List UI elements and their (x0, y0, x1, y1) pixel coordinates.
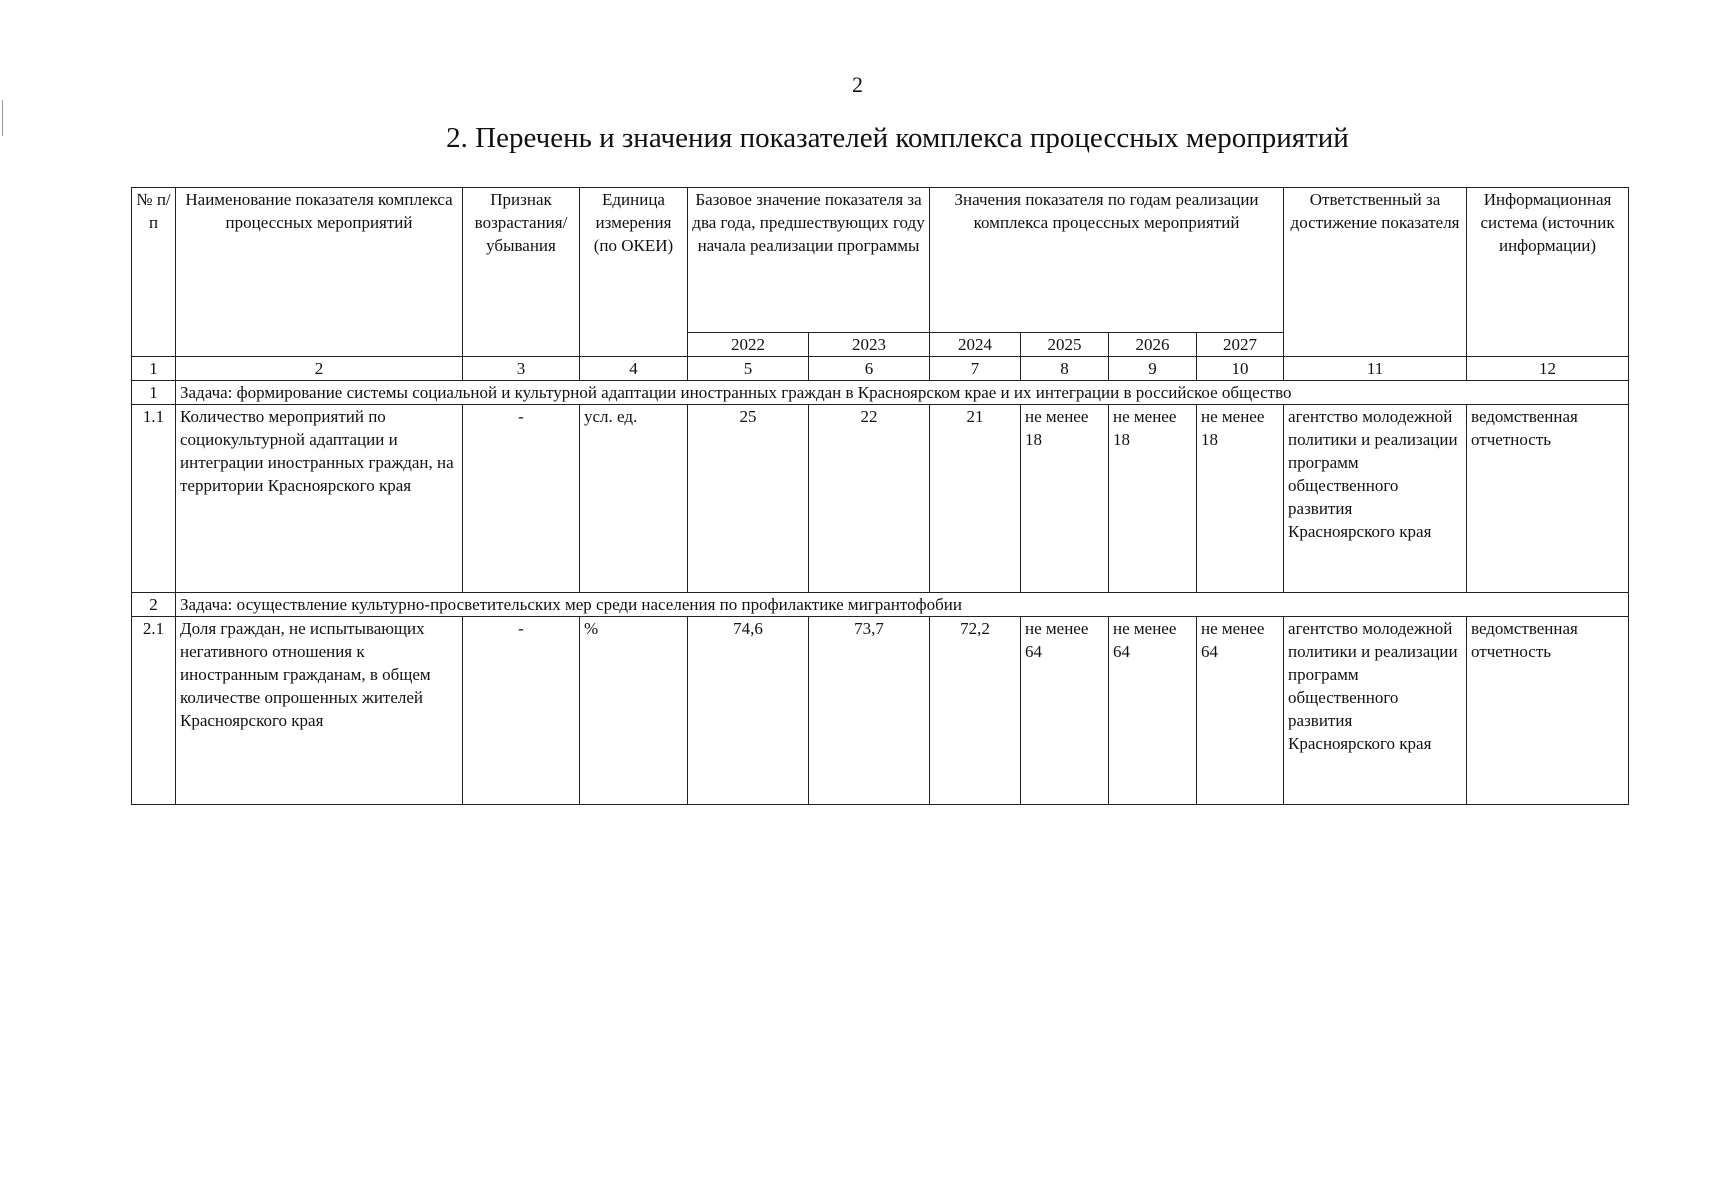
column-number: 5 (688, 357, 809, 381)
year-2022: 2022 (688, 333, 809, 357)
value-2023: 73,7 (809, 617, 930, 805)
task-num: 2 (132, 593, 176, 617)
task-text: Задача: осуществление культурно-просветительских мер среди населения по профилактике мигрантофобии (176, 593, 1629, 617)
indicator-sign: - (463, 617, 580, 805)
year-2026: 2026 (1109, 333, 1197, 357)
year-2024: 2024 (930, 333, 1021, 357)
indicator-unit: усл. ед. (580, 405, 688, 593)
header-values: Значения показателя по годам реализации комплекса процессных мероприятий (930, 188, 1284, 333)
page-title: 2. Перечень и значения показателей комплекса процессных мероприятий (446, 122, 1349, 154)
task-text: Задача: формирование системы социальной и культурной адаптации иностранных граждан в Красноярском крае и их интеграции в российское общество (176, 381, 1629, 405)
responsible: агентство молодежной политики и реализации программ общественного развития Красноярского края (1284, 405, 1467, 593)
column-numbers-row (132, 357, 1629, 381)
header-responsible: Ответственный за достижение показателя (1284, 188, 1467, 357)
column-number: 12 (1467, 357, 1629, 381)
task-num: 1 (132, 381, 176, 405)
header-infosys: Информационная система (источник информации) (1467, 188, 1629, 357)
column-number: 4 (580, 357, 688, 381)
value-2026: не менее 18 (1109, 405, 1197, 593)
value-2025: не менее 18 (1021, 405, 1109, 593)
indicator-name: Количество мероприятий по социокультурной адаптации и интеграции иностранных граждан, на территории Красноярского края (176, 405, 463, 593)
header-num: № п/п (132, 188, 176, 357)
row-num: 1.1 (132, 405, 176, 593)
value-2023: 22 (809, 405, 930, 593)
table-row (132, 617, 1629, 805)
value-2027: не менее 18 (1197, 405, 1284, 593)
table-row (132, 405, 1629, 593)
header-name: Наименование показателя комплекса процессных мероприятий (176, 188, 463, 357)
column-number: 6 (809, 357, 930, 381)
info-system: ведомственная отчетность (1467, 617, 1629, 805)
column-number: 3 (463, 357, 580, 381)
value-2026: не менее 64 (1109, 617, 1197, 805)
header-row (132, 188, 1629, 333)
indicator-name: Доля граждан, не испытывающих негативного отношения к иностранным гражданам, в общем количестве опрошенных жителей Красноярского края (176, 617, 463, 805)
responsible: агентство молодежной политики и реализации программ общественного развития Красноярского края (1284, 617, 1467, 805)
year-2027: 2027 (1197, 333, 1284, 357)
header-sign: Признак возрастания/ убывания (463, 188, 580, 357)
task-row (132, 381, 1629, 405)
indicators-table (131, 187, 1629, 805)
row-num: 2.1 (132, 617, 176, 805)
page-number: 2 (852, 72, 863, 97)
value-2025: не менее 64 (1021, 617, 1109, 805)
indicator-sign: - (463, 405, 580, 593)
value-2024: 72,2 (930, 617, 1021, 805)
year-2023: 2023 (809, 333, 930, 357)
column-number: 9 (1109, 357, 1197, 381)
column-number: 7 (930, 357, 1021, 381)
header-base: Базовое значение показателя за два года, предшествующих году начала реализации программы (688, 188, 930, 333)
value-2024: 21 (930, 405, 1021, 593)
value-2027: не менее 64 (1197, 617, 1284, 805)
column-number: 10 (1197, 357, 1284, 381)
column-number: 2 (176, 357, 463, 381)
task-row (132, 593, 1629, 617)
column-number: 11 (1284, 357, 1467, 381)
header-unit: Единица измерения (по ОКЕИ) (580, 188, 688, 357)
value-2022: 74,6 (688, 617, 809, 805)
value-2022: 25 (688, 405, 809, 593)
year-2025: 2025 (1021, 333, 1109, 357)
column-number: 1 (132, 357, 176, 381)
indicator-unit: % (580, 617, 688, 805)
info-system: ведомственная отчетность (1467, 405, 1629, 593)
column-number: 8 (1021, 357, 1109, 381)
